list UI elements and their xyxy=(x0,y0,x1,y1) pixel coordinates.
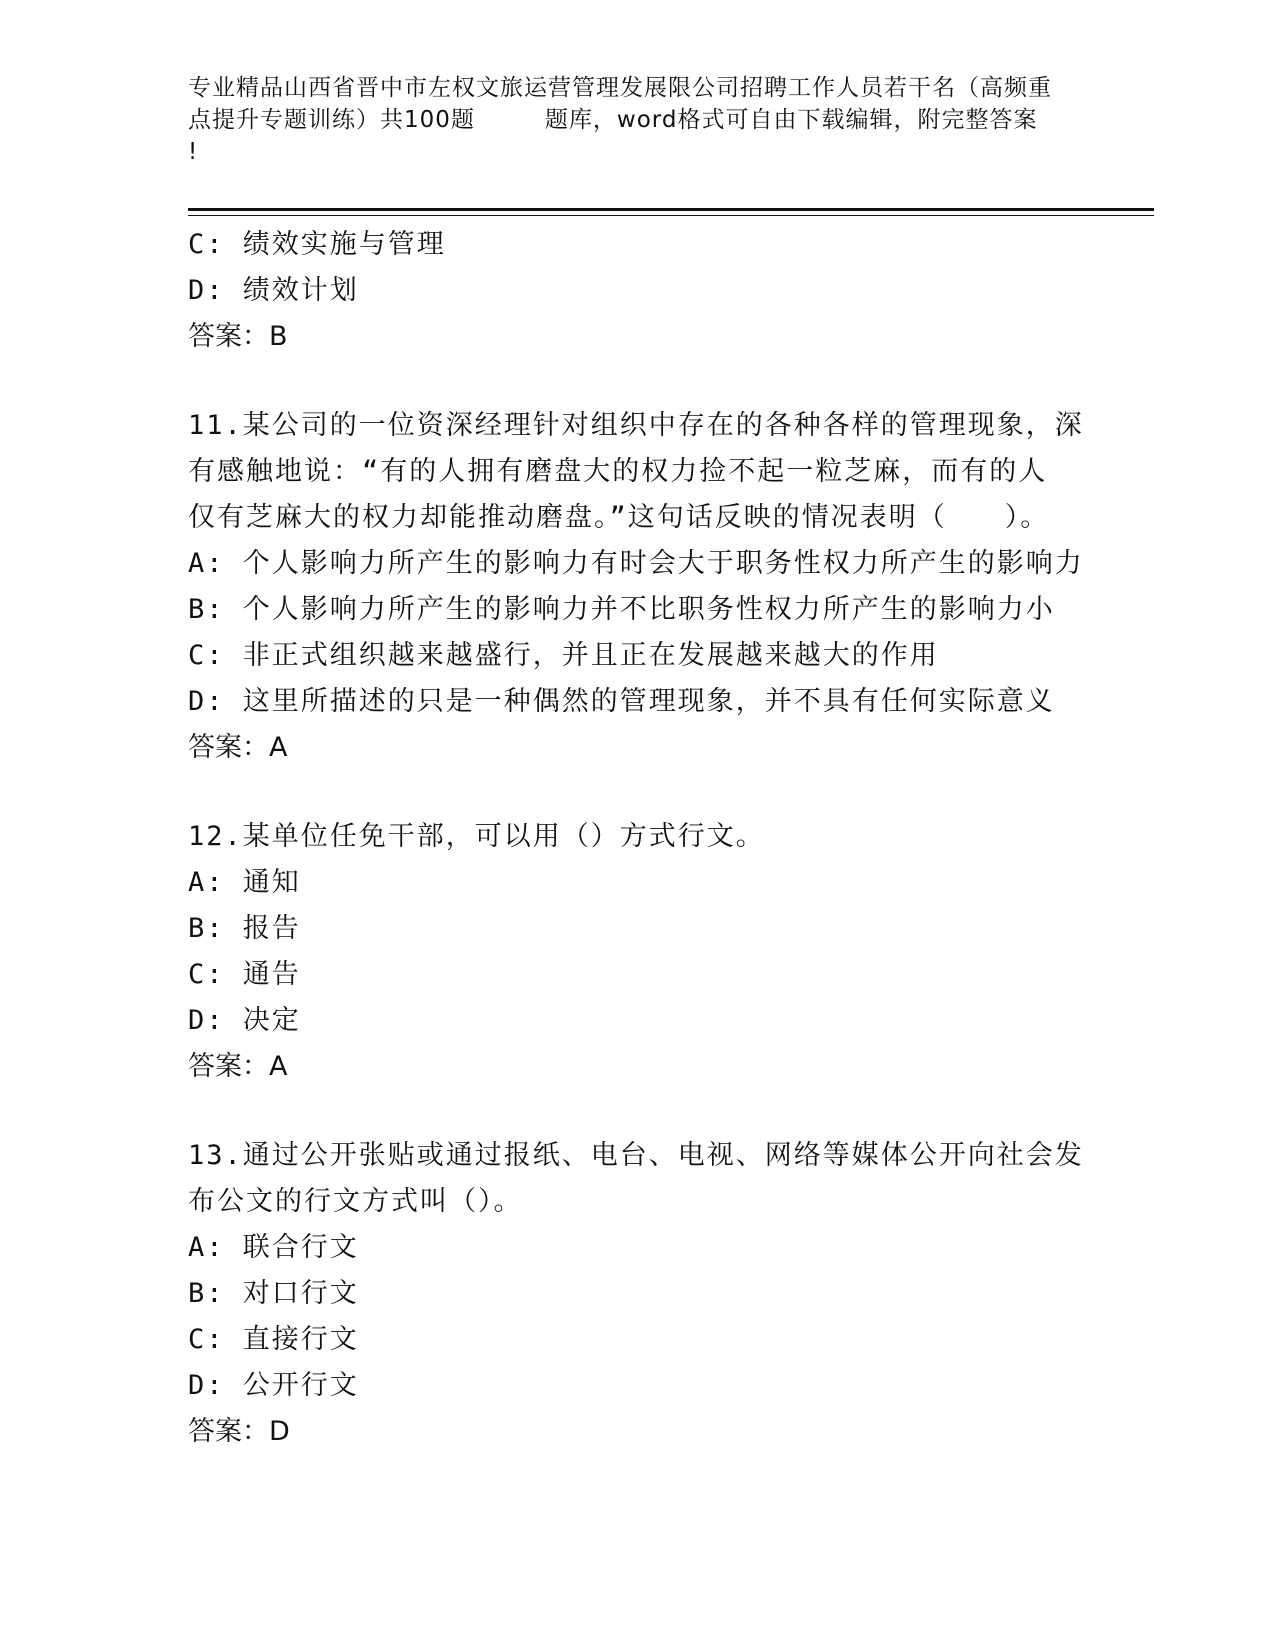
option-b: B: 个人影响力所产生的影响力并不比职务性权力所产生的影响力小 xyxy=(188,594,1055,625)
question-text-line: 11.某公司的一位资深经理针对组织中存在的各种各样的管理现象，深 xyxy=(188,410,1084,441)
option-c: C: 直接行文 xyxy=(188,1324,359,1355)
question-12 xyxy=(188,814,1108,1090)
document-body xyxy=(188,222,1108,1455)
header-line-1: 专业精品山西省晋中市左权文旅运营管理发展限公司招聘工作人员若干名（高频重 xyxy=(188,75,1052,101)
option-d: D: 决定 xyxy=(188,1005,301,1036)
header-line-2 xyxy=(188,104,1088,136)
option-a: A: 通知 xyxy=(188,867,301,898)
option-a: A: 联合行文 xyxy=(188,1232,359,1263)
previous-question-tail xyxy=(188,222,1108,360)
option-c: C: 绩效实施与管理 xyxy=(188,229,446,260)
option-c: C: 非正式组织越来越盛行，并且正在发展越来越大的作用 xyxy=(188,640,939,671)
question-text-line: 布公文的行文方式叫（）。 xyxy=(188,1186,523,1217)
question-text-line: 仅有芝麻大的权力却能推动磨盘。”这句话反映的情况表明（ ）。 xyxy=(188,502,1050,533)
answer-line: 答案：D xyxy=(188,1416,290,1447)
option-d: D: 绩效计划 xyxy=(188,275,359,306)
answer-line: 答案：B xyxy=(188,321,288,352)
document-header xyxy=(188,72,1088,168)
option-d: D: 这里所描述的只是一种偶然的管理现象，并不具有任何实际意义 xyxy=(188,686,1055,717)
header-divider-thick xyxy=(188,208,1154,211)
option-b: B: 对口行文 xyxy=(188,1278,359,1309)
question-text-line: 12.某单位任免干部，可以用（）方式行文。 xyxy=(188,821,765,852)
option-c: C: 通告 xyxy=(188,959,301,990)
header-divider-thin xyxy=(188,215,1154,216)
option-b: B: 报告 xyxy=(188,913,301,944)
header-line-3: ! xyxy=(188,139,199,165)
question-text-line: 13.通过公开张贴或通过报纸、电台、电视、网络等媒体公开向社会发 xyxy=(188,1140,1084,1171)
question-11 xyxy=(188,403,1108,771)
question-text-line: 有感触地说：“有的人拥有磨盘大的权力捡不起一粒芝麻，而有的人 xyxy=(188,456,1048,487)
question-13 xyxy=(188,1133,1108,1455)
option-a: A: 个人影响力所产生的影响力有时会大于职务性权力所产生的影响力 xyxy=(188,548,1084,579)
header-line-2-part-1: 点提升专题训练）共100题 xyxy=(188,107,475,133)
option-d: D: 公开行文 xyxy=(188,1370,359,1401)
answer-line: 答案：A xyxy=(188,732,288,763)
answer-line: 答案：A xyxy=(188,1051,288,1082)
header-line-2-part-2: 题库，word格式可自由下载编辑，附完整答案 xyxy=(544,107,1038,133)
